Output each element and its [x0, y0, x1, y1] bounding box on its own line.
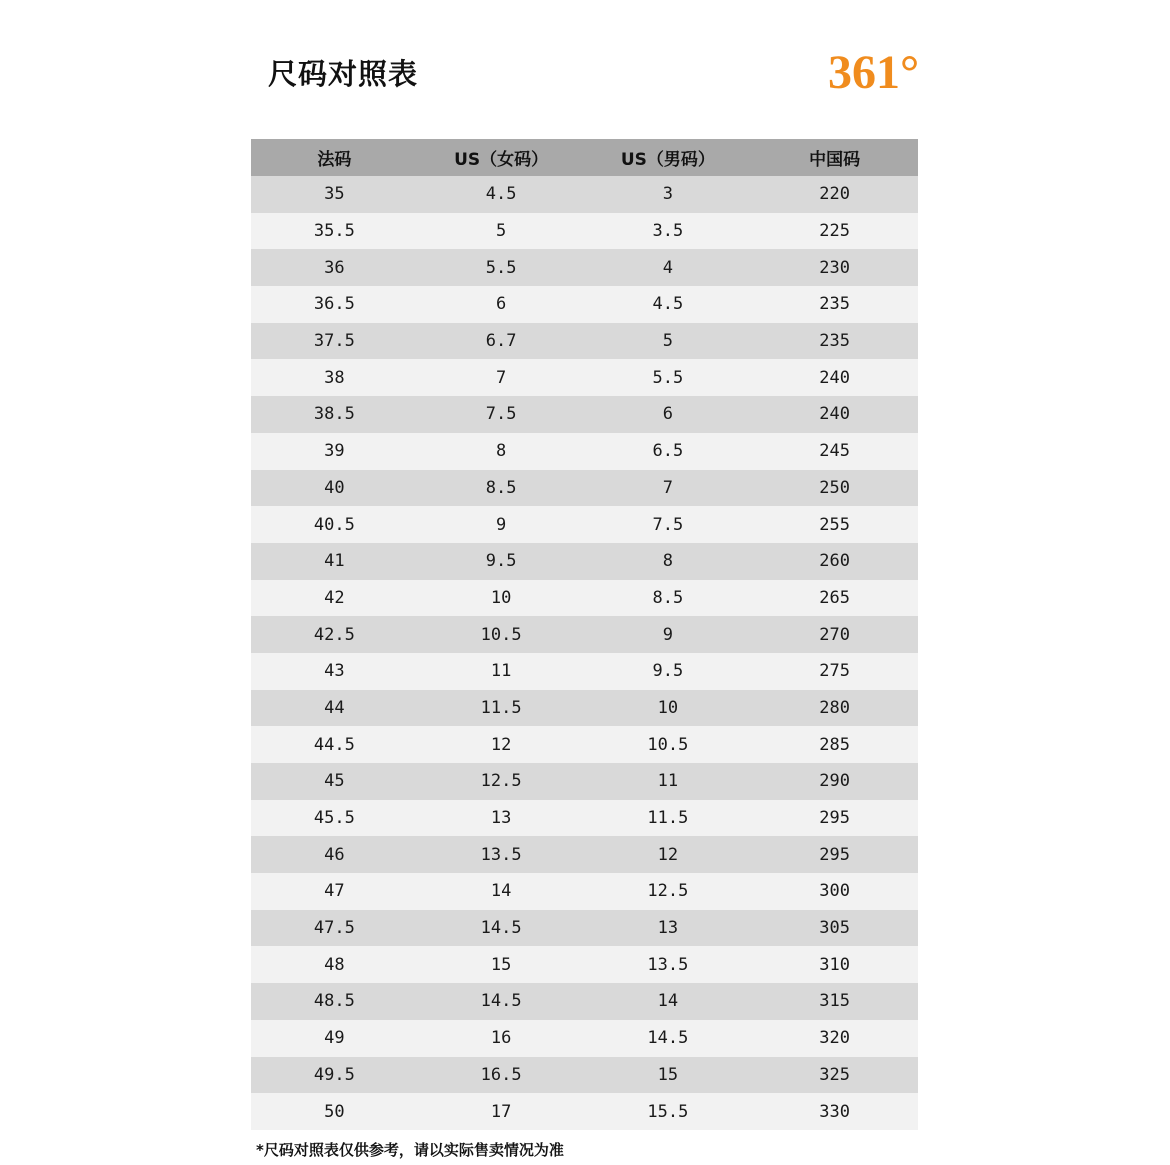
china-size-cell: 260 — [819, 551, 850, 572]
us-men-cell: 13.5 — [647, 954, 689, 975]
china-size-cell: 290 — [819, 771, 850, 792]
size-chart-table — [251, 139, 918, 1130]
table-row — [251, 176, 918, 213]
header-us-women: US（女码） — [454, 150, 549, 170]
china-size-cell: 270 — [819, 624, 850, 645]
french-size-cell: 36 — [324, 257, 345, 278]
french-size-cell: 43 — [324, 661, 345, 682]
us-men-cell: 5.5 — [652, 367, 684, 388]
header-us-men: US（男码） — [620, 150, 715, 170]
china-size-cell: 310 — [819, 954, 850, 975]
table-row — [251, 1057, 918, 1094]
header-french-size: 法码 — [317, 150, 352, 170]
us-women-cell: 6.7 — [485, 331, 517, 352]
table-row — [251, 249, 918, 286]
french-size-cell: 47.5 — [313, 918, 355, 939]
table-row — [251, 983, 918, 1020]
china-size-cell: 250 — [819, 477, 850, 498]
page-title: 尺码对照表 — [268, 57, 419, 91]
china-size-cell: 295 — [819, 808, 850, 829]
us-men-cell: 6.5 — [652, 441, 684, 462]
brand-logo — [828, 44, 920, 99]
china-size-cell: 305 — [819, 918, 850, 939]
china-size-cell: 280 — [819, 697, 850, 718]
us-women-cell: 14.5 — [480, 991, 522, 1012]
china-size-cell: 255 — [819, 514, 850, 535]
china-size-cell: 265 — [819, 587, 850, 608]
table-row — [251, 1020, 918, 1057]
table-row — [251, 470, 918, 507]
china-size-cell: 230 — [819, 257, 850, 278]
us-men-cell: 15 — [657, 1064, 679, 1085]
us-men-cell: 8 — [662, 551, 673, 572]
table-row — [251, 873, 918, 910]
us-women-cell: 7.5 — [485, 404, 517, 425]
table-row — [251, 543, 918, 580]
china-size-cell: 295 — [819, 844, 850, 865]
table-row — [251, 213, 918, 250]
china-size-cell: 325 — [819, 1064, 850, 1085]
us-women-cell: 4.5 — [485, 184, 517, 205]
table-row — [251, 946, 918, 983]
us-men-cell: 4 — [662, 257, 673, 278]
french-size-cell: 50 — [324, 1101, 345, 1122]
us-women-cell: 10 — [490, 587, 512, 608]
china-size-cell: 245 — [819, 441, 850, 462]
french-size-cell: 45.5 — [313, 808, 355, 829]
french-size-cell: 44.5 — [313, 734, 355, 755]
table-row — [251, 396, 918, 433]
us-women-cell: 15 — [490, 954, 512, 975]
table-row — [251, 653, 918, 690]
us-women-cell: 7 — [496, 367, 507, 388]
us-women-cell: 12 — [490, 734, 512, 755]
us-women-cell: 6 — [496, 294, 507, 315]
brand-logo-text: 361° — [828, 46, 920, 99]
french-size-cell: 46 — [324, 844, 345, 865]
table-row — [251, 323, 918, 360]
china-size-cell: 235 — [819, 294, 850, 315]
french-size-cell: 35.5 — [313, 221, 355, 242]
us-men-cell: 5 — [662, 331, 673, 352]
table-row — [251, 836, 918, 873]
french-size-cell: 47 — [324, 881, 345, 902]
china-size-cell: 320 — [819, 1028, 850, 1049]
table-row — [251, 1093, 918, 1130]
us-women-cell: 11.5 — [480, 697, 522, 718]
table-row — [251, 359, 918, 396]
china-size-cell: 240 — [819, 404, 850, 425]
china-size-cell: 315 — [819, 991, 850, 1012]
china-size-cell: 285 — [819, 734, 850, 755]
us-women-cell: 14 — [490, 881, 512, 902]
us-women-cell: 5.5 — [485, 257, 517, 278]
us-women-cell: 9.5 — [485, 551, 517, 572]
french-size-cell: 49 — [324, 1028, 345, 1049]
french-size-cell: 42.5 — [313, 624, 355, 645]
us-men-cell: 7.5 — [652, 514, 684, 535]
us-women-cell: 13 — [490, 808, 512, 829]
french-size-cell: 45 — [324, 771, 345, 792]
french-size-cell: 37.5 — [313, 331, 355, 352]
french-size-cell: 38 — [324, 367, 345, 388]
french-size-cell: 40.5 — [313, 514, 355, 535]
china-size-cell: 225 — [819, 221, 850, 242]
table-header-row — [251, 139, 918, 176]
header-china-size: 中国码 — [809, 150, 861, 170]
us-men-cell: 13 — [657, 918, 679, 939]
table-row — [251, 726, 918, 763]
us-women-cell: 8.5 — [485, 477, 517, 498]
us-women-cell: 14.5 — [480, 918, 522, 939]
table-row — [251, 690, 918, 727]
us-men-cell: 14 — [657, 991, 679, 1012]
us-men-cell: 3.5 — [652, 221, 684, 242]
china-size-cell: 235 — [819, 331, 850, 352]
us-men-cell: 7 — [662, 477, 673, 498]
table-row — [251, 286, 918, 323]
french-size-cell: 49.5 — [313, 1064, 355, 1085]
french-size-cell: 39 — [324, 441, 345, 462]
us-men-cell: 11 — [657, 771, 679, 792]
table-body — [251, 176, 918, 1130]
french-size-cell: 48.5 — [313, 991, 355, 1012]
us-women-cell: 13.5 — [480, 844, 522, 865]
french-size-cell: 42 — [324, 587, 345, 608]
french-size-cell: 38.5 — [313, 404, 355, 425]
us-men-cell: 9 — [662, 624, 673, 645]
us-women-cell: 16.5 — [480, 1064, 522, 1085]
us-men-cell: 15.5 — [647, 1101, 689, 1122]
table-row — [251, 616, 918, 653]
us-women-cell: 11 — [490, 661, 512, 682]
us-women-cell: 12.5 — [480, 771, 522, 792]
china-size-cell: 240 — [819, 367, 850, 388]
table-row — [251, 580, 918, 617]
footnote: *尺码对照表仅供参考，请以实际售卖情况为准 — [256, 1141, 564, 1159]
china-size-cell: 275 — [819, 661, 850, 682]
us-men-cell: 10.5 — [647, 734, 689, 755]
us-men-cell: 14.5 — [647, 1028, 689, 1049]
us-women-cell: 10.5 — [480, 624, 522, 645]
us-men-cell: 11.5 — [647, 808, 689, 829]
french-size-cell: 36.5 — [313, 294, 355, 315]
us-men-cell: 10 — [657, 697, 679, 718]
french-size-cell: 48 — [324, 954, 345, 975]
french-size-cell: 35 — [324, 184, 345, 205]
table-row — [251, 800, 918, 837]
us-men-cell: 6 — [662, 404, 673, 425]
us-men-cell: 9.5 — [652, 661, 684, 682]
us-women-cell: 5 — [496, 221, 507, 242]
table-row — [251, 763, 918, 800]
table-row — [251, 910, 918, 947]
us-women-cell: 17 — [490, 1101, 512, 1122]
china-size-cell: 300 — [819, 881, 850, 902]
french-size-cell: 40 — [324, 477, 345, 498]
us-men-cell: 3 — [662, 184, 673, 205]
table-row — [251, 506, 918, 543]
us-women-cell: 9 — [496, 514, 507, 535]
us-men-cell: 12.5 — [647, 881, 689, 902]
table-row — [251, 433, 918, 470]
us-women-cell: 16 — [490, 1028, 512, 1049]
french-size-cell: 44 — [324, 697, 345, 718]
china-size-cell: 330 — [819, 1101, 850, 1122]
french-size-cell: 41 — [324, 551, 345, 572]
us-men-cell: 4.5 — [652, 294, 684, 315]
us-men-cell: 8.5 — [652, 587, 684, 608]
us-men-cell: 12 — [657, 844, 679, 865]
china-size-cell: 220 — [819, 184, 850, 205]
us-women-cell: 8 — [496, 441, 507, 462]
